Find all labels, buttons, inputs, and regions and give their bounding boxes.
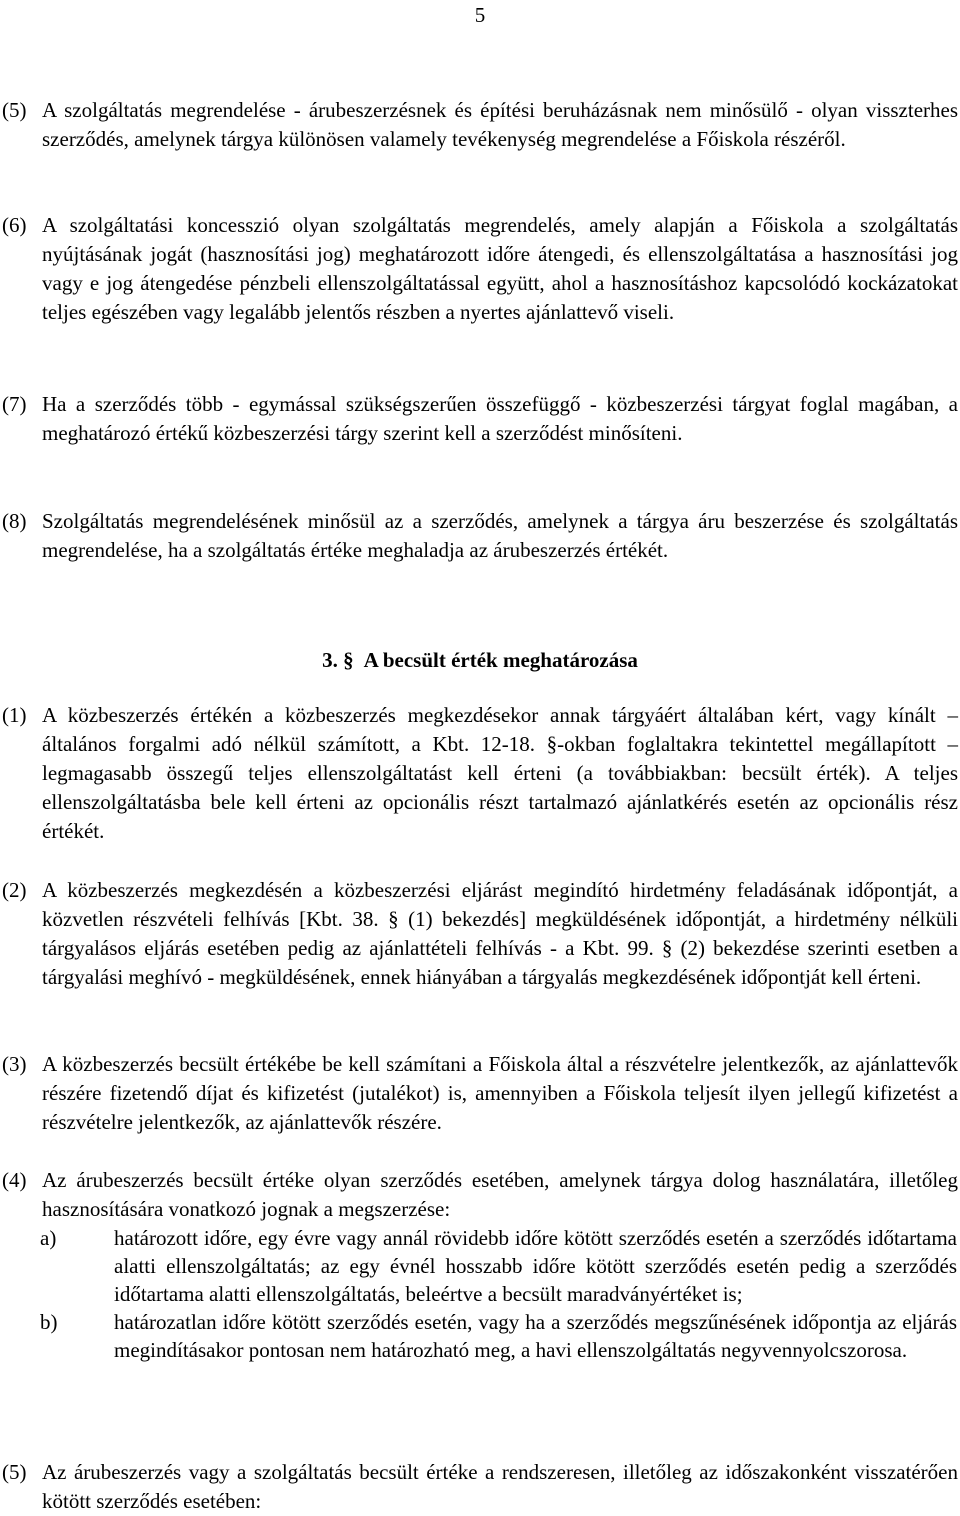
paragraph-text: A közbeszerzés értékén a közbeszerzés megkezdésekor annak tárgyáért általában kért, vagy kínált – általános forgalmi adó nélkül számított, a Kbt. 12-18. §-okban foglaltakra tekintettel megállapított – legmagasabb összegű teljes ellenszolgáltatást kell érteni (a továbbiakban: becsült érték). A teljes ellenszolgáltatásba bele kell érteni az opcionális részt tartalmazó ajánlatkérés esetén az opcionális rész értékét. bbox=[42, 703, 958, 843]
paragraph-text: Az árubeszerzés becsült értéke olyan szerződés esetében, amelynek tárgya dolog használatára, illetőleg hasznosítására vonatkozó jognak a megszerzése: bbox=[42, 1168, 958, 1221]
list-item-text: határozatlan időre kötött szerződés esetén, vagy ha a szerződés megszűnésének időpontja az eljárás megindításakor pontosan nem határozható meg, a havi ellenszolgáltatás negyvennyolcszorosa. bbox=[114, 1310, 957, 1362]
list-item bbox=[0, 1308, 960, 1364]
paragraph-text: Ha a szerződés több - egymással szükségszerűen összefüggő - közbeszerzési tárgyat foglal magában, a meghatározó értékű közbeszerzési tárgy szerint kell a szerződést minősíteni. bbox=[42, 392, 958, 445]
section-title: A becsült érték meghatározása bbox=[363, 648, 638, 672]
paragraph-text: A közbeszerzés megkezdésén a közbeszerzési eljárást megindító hirdetmény feladásának időpontját, a közvetlen részvételi felhívás [Kbt. 38. § (1) bekezdés] megküldésének időpontját, a hirdetmény nélküli tárgyalásos eljárás esetében pedig az ajánlattételi felhívás - a Kbt. 99. § (2) bekezdése szerinti esetben a tárgyalási meghívó - megküldésének, ennek hiányában a tárgyalás megkezdésének időpontját kell érteni. bbox=[42, 878, 958, 989]
sub-item-list bbox=[0, 1224, 960, 1364]
paragraph-7 bbox=[0, 390, 960, 448]
list-item bbox=[0, 1224, 960, 1308]
paragraph-number: (6) bbox=[2, 213, 27, 237]
paragraph-text: A szolgáltatási koncesszió olyan szolgáltatás megrendelés, amely alapján a Főiskola a szolgáltatás nyújtásának jogát (hasznosítási jog) meghatározott időre átengedi, és ellenszolgáltatása a hasznosítási jog vagy e jog átengedése pénzbeli ellenszolgáltatással együtt, ahol a hasznosításhoz kapcsolódó kockázatokat teljes egészében vagy legalább jelentős részben a nyertes ajánlattevő viseli. bbox=[42, 213, 958, 324]
paragraph-number: (1) bbox=[2, 703, 27, 727]
section-number: 3. § bbox=[322, 648, 354, 672]
list-item-label: a) bbox=[40, 1226, 57, 1250]
list-item-text: határozott időre, egy évre vagy annál rövidebb időre kötött szerződés esetén a szerződés időtartama alatti ellenszolgáltatás; az egy évnél hosszabb időre kötött szerződés esetén pedig a szerződés időtartama alatti ellenszolgáltatás, beleértve a becsült maradványértéket is; bbox=[114, 1226, 957, 1306]
section-paragraph-2 bbox=[0, 876, 960, 992]
paragraph-text: A szolgáltatás megrendelése - árubeszerzésnek és építési beruházásnak nem minősülő - olyan visszterhes szerződés, amelynek tárgya különösen valamely tevékenység megrendelése a Főiskola részéről. bbox=[42, 98, 958, 151]
paragraph-number: (7) bbox=[2, 392, 27, 416]
paragraph-text: A közbeszerzés becsült értékébe be kell számítani a Főiskola által a részvételre jelentkezők, az ajánlattevők részére fizetendő díjat és kifizetést (jutalékot) is, amennyiben a Főiskola teljesít ilyen jellegű kifizetést a részvételre jelentkezők, az ajánlattevők részére. bbox=[42, 1052, 958, 1134]
paragraph-number: (5) bbox=[2, 1460, 27, 1484]
paragraph-number: (4) bbox=[2, 1168, 27, 1192]
paragraph-number: (3) bbox=[2, 1052, 27, 1076]
page-number: 5 bbox=[474, 3, 486, 27]
section-paragraph-4 bbox=[0, 1166, 960, 1364]
list-item-label: b) bbox=[40, 1310, 58, 1334]
paragraph-number: (5) bbox=[2, 98, 27, 122]
paragraph-text: Az árubeszerzés vagy a szolgáltatás becsült értéke a rendszeresen, illetőleg az időszakonként visszatérően kötött szerződés esetében: bbox=[42, 1460, 958, 1513]
paragraph-8 bbox=[0, 507, 960, 565]
paragraph-number: (8) bbox=[2, 509, 27, 533]
paragraph-5 bbox=[0, 96, 960, 154]
section-heading bbox=[0, 645, 960, 675]
paragraph-6 bbox=[0, 211, 960, 327]
paragraph-text: Szolgáltatás megrendelésének minősül az a szerződés, amelynek a tárgya áru beszerzése és szolgáltatás megrendelése, ha a szolgáltatás értéke meghaladja az árubeszerzés értékét. bbox=[42, 509, 958, 562]
section-paragraph-3 bbox=[0, 1050, 960, 1137]
paragraph-number: (2) bbox=[2, 878, 27, 902]
section-paragraph-1 bbox=[0, 701, 960, 846]
section-paragraph-5 bbox=[0, 1458, 960, 1516]
